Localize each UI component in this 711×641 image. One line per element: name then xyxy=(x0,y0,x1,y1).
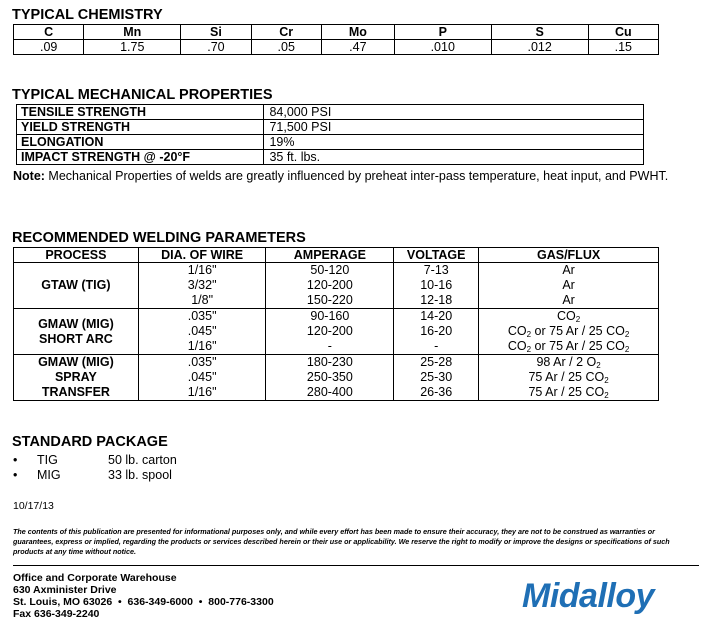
chemistry-element-value: .70 xyxy=(181,40,251,55)
chemistry-element-value: .09 xyxy=(14,40,84,55)
welding-process-name xyxy=(14,355,139,401)
chemistry-table xyxy=(13,24,659,55)
process-line: SHORT ARC xyxy=(38,331,113,346)
voltage-value: 14-20 xyxy=(420,309,453,323)
chemistry-element-value: .47 xyxy=(321,40,394,55)
welding-header-row xyxy=(14,248,659,263)
mechanical-property-label: TENSILE STRENGTH xyxy=(17,105,264,120)
mechanical-property-value: 35 ft. lbs. xyxy=(264,150,644,165)
mechanical-note xyxy=(13,169,693,184)
wire-diameter-value: 1/16" xyxy=(187,339,217,353)
package-type: MIG xyxy=(37,468,61,482)
amperage-value: 120-200 xyxy=(306,278,353,292)
amperage-value: 50-120 xyxy=(310,263,350,277)
office-line-4: Fax 636-349-2240 xyxy=(13,608,100,620)
welding-process-group xyxy=(14,263,659,309)
voltage-value: 25-28 xyxy=(420,355,453,369)
gas-flux-value: Ar xyxy=(562,278,575,292)
gas-flux-value: Ar xyxy=(562,293,575,307)
voltage-value: 25-30 xyxy=(420,370,453,384)
date: 10/17/13 xyxy=(13,500,54,512)
process-line: GTAW (TIG) xyxy=(41,278,111,292)
voltage-value: 12-18 xyxy=(420,293,453,307)
chemistry-element-header: Si xyxy=(181,25,251,40)
welding-wire-diameter-cell xyxy=(138,355,266,401)
welding-wire-diameter-cell xyxy=(138,309,266,355)
gas-flux-value: Ar xyxy=(562,263,575,277)
welding-voltage-cell xyxy=(394,355,479,401)
chemistry-element-header: C xyxy=(14,25,84,40)
gas-flux-value: 75 Ar / 25 $CO_2$ xyxy=(528,370,609,385)
wire-diameter-value: 3/32" xyxy=(187,278,217,292)
package-type: TIG xyxy=(37,453,58,467)
chemistry-element-header: Mo xyxy=(321,25,394,40)
package-title: STANDARD PACKAGE xyxy=(12,434,168,450)
mechanical-property-label: IMPACT STRENGTH @ -20°F xyxy=(17,150,264,165)
welding-process-name xyxy=(14,309,139,355)
welding-amperage-cell xyxy=(266,309,394,355)
package-description: 33 lb. spool xyxy=(108,468,172,482)
wire-diameter-value: .045" xyxy=(187,370,217,384)
voltage-value: 10-16 xyxy=(420,278,453,292)
mechanical-title: TYPICAL MECHANICAL PROPERTIES xyxy=(12,87,273,103)
mechanical-row xyxy=(17,105,644,120)
gas-flux-value: 98 Ar / 2 $O_2$ xyxy=(536,355,601,370)
wire-diameter-value: 1/16" xyxy=(187,385,217,399)
gas-flux-value: 75 Ar / 25 $CO_2$ xyxy=(528,385,609,400)
process-line: GMAW (MIG) xyxy=(38,355,114,369)
office-address xyxy=(13,572,373,620)
welding-column-header: AMPERAGE xyxy=(266,248,394,263)
chemistry-element-value: 1.75 xyxy=(84,40,181,55)
chemistry-element-header: S xyxy=(491,25,588,40)
mechanical-row xyxy=(17,120,644,135)
amperage-value: 90-160 xyxy=(310,309,350,323)
gas-flux-value: $CO_2$ or 75 Ar / 25 $CO_2$ xyxy=(507,324,630,339)
wire-diameter-value: .045" xyxy=(187,324,217,338)
welding-column-header: PROCESS xyxy=(14,248,139,263)
wire-diameter-value: .035" xyxy=(187,355,217,369)
chemistry-value-row xyxy=(14,40,659,55)
office-line-1: Office and Corporate Warehouse xyxy=(13,572,177,584)
welding-voltage-cell xyxy=(394,263,479,309)
midalloy-logo: Midalloy xyxy=(522,577,655,615)
process-line: GMAW (MIG) xyxy=(38,316,114,331)
amperage-value: 120-200 xyxy=(306,324,353,338)
bullet: • xyxy=(13,453,18,467)
welding-column-header: GAS/FLUX xyxy=(479,248,659,263)
welding-process-group xyxy=(14,355,659,401)
mechanical-row xyxy=(17,150,644,165)
welding-amperage-cell xyxy=(266,355,394,401)
chemistry-element-header: P xyxy=(394,25,491,40)
mechanical-property-value: 71,500 PSI xyxy=(264,120,644,135)
amperage-value: - xyxy=(327,339,332,353)
office-line-3: St. Louis, MO 63026 • 636-349-6000 • 800-776-3300 xyxy=(13,596,274,608)
welding-table xyxy=(13,247,659,401)
package-item xyxy=(13,468,313,483)
chemistry-element-value: .010 xyxy=(394,40,491,55)
chemistry-element-header: Mn xyxy=(84,25,181,40)
welding-title: RECOMMENDED WELDING PARAMETERS xyxy=(12,230,306,246)
voltage-value: 16-20 xyxy=(420,324,453,338)
welding-process-group xyxy=(14,309,659,355)
voltage-value: 7-13 xyxy=(423,263,449,277)
chemistry-header-row xyxy=(14,25,659,40)
chemistry-element-value: .05 xyxy=(251,40,321,55)
mechanical-property-label: ELONGATION xyxy=(17,135,264,150)
wire-diameter-value: .035" xyxy=(187,309,217,323)
welding-column-header: DIA. OF WIRE xyxy=(138,248,266,263)
amperage-value: 250-350 xyxy=(306,370,353,384)
gas-flux-value: $CO_2$ or 75 Ar / 25 $CO_2$ xyxy=(507,339,630,354)
chemistry-title: TYPICAL CHEMISTRY xyxy=(12,7,163,23)
amperage-value: 150-220 xyxy=(306,293,353,307)
disclaimer: The contents of this publication are presented for informational purposes only, and while every effort has been made to ensure their accuracy, they are not to be construed as warranties or guarantees, express or implied, regarding the products or services described herein or their use or applicability. We reserve the right to modify or improve the designs or specifications of such products at any time without notice. xyxy=(13,527,670,556)
mechanical-property-value: 84,000 PSI xyxy=(264,105,644,120)
chemistry-element-header: Cu xyxy=(588,25,658,40)
chemistry-element-header: Cr xyxy=(251,25,321,40)
mechanical-property-value: 19% xyxy=(264,135,644,150)
process-line: TRANSFER xyxy=(41,385,110,399)
amperage-value: 280-400 xyxy=(306,385,353,399)
bullet: • xyxy=(13,468,18,482)
welding-gas-flux-cell xyxy=(479,309,659,355)
welding-gas-flux-cell xyxy=(479,355,659,401)
process-line: SPRAY xyxy=(54,370,97,384)
note-label: Note: xyxy=(13,169,45,183)
welding-wire-diameter-cell xyxy=(138,263,266,309)
gas-flux-value: $CO_2$ xyxy=(556,309,581,324)
welding-column-header: VOLTAGE xyxy=(394,248,479,263)
chemistry-element-value: .012 xyxy=(491,40,588,55)
package-list xyxy=(13,453,313,483)
welding-gas-flux-cell xyxy=(479,263,659,309)
package-description: 50 lb. carton xyxy=(108,453,177,467)
chemistry-element-value: .15 xyxy=(588,40,658,55)
wire-diameter-value: 1/16" xyxy=(187,263,217,277)
welding-voltage-cell xyxy=(394,309,479,355)
mechanical-table xyxy=(16,104,644,165)
mechanical-row xyxy=(17,135,644,150)
package-item xyxy=(13,453,313,468)
amperage-value: 180-230 xyxy=(306,355,353,369)
mechanical-property-label: YIELD STRENGTH xyxy=(17,120,264,135)
wire-diameter-value: 1/8" xyxy=(191,293,214,307)
note-text: Mechanical Properties of welds are greatly influenced by preheat inter-pass temperature, heat input, and PWHT. xyxy=(44,169,669,183)
voltage-value: 26-36 xyxy=(420,385,453,399)
voltage-value: - xyxy=(434,339,439,353)
welding-amperage-cell xyxy=(266,263,394,309)
welding-process-name xyxy=(14,263,139,309)
office-line-2: 630 Axminister Drive xyxy=(13,584,117,596)
footer-rule xyxy=(13,565,699,566)
